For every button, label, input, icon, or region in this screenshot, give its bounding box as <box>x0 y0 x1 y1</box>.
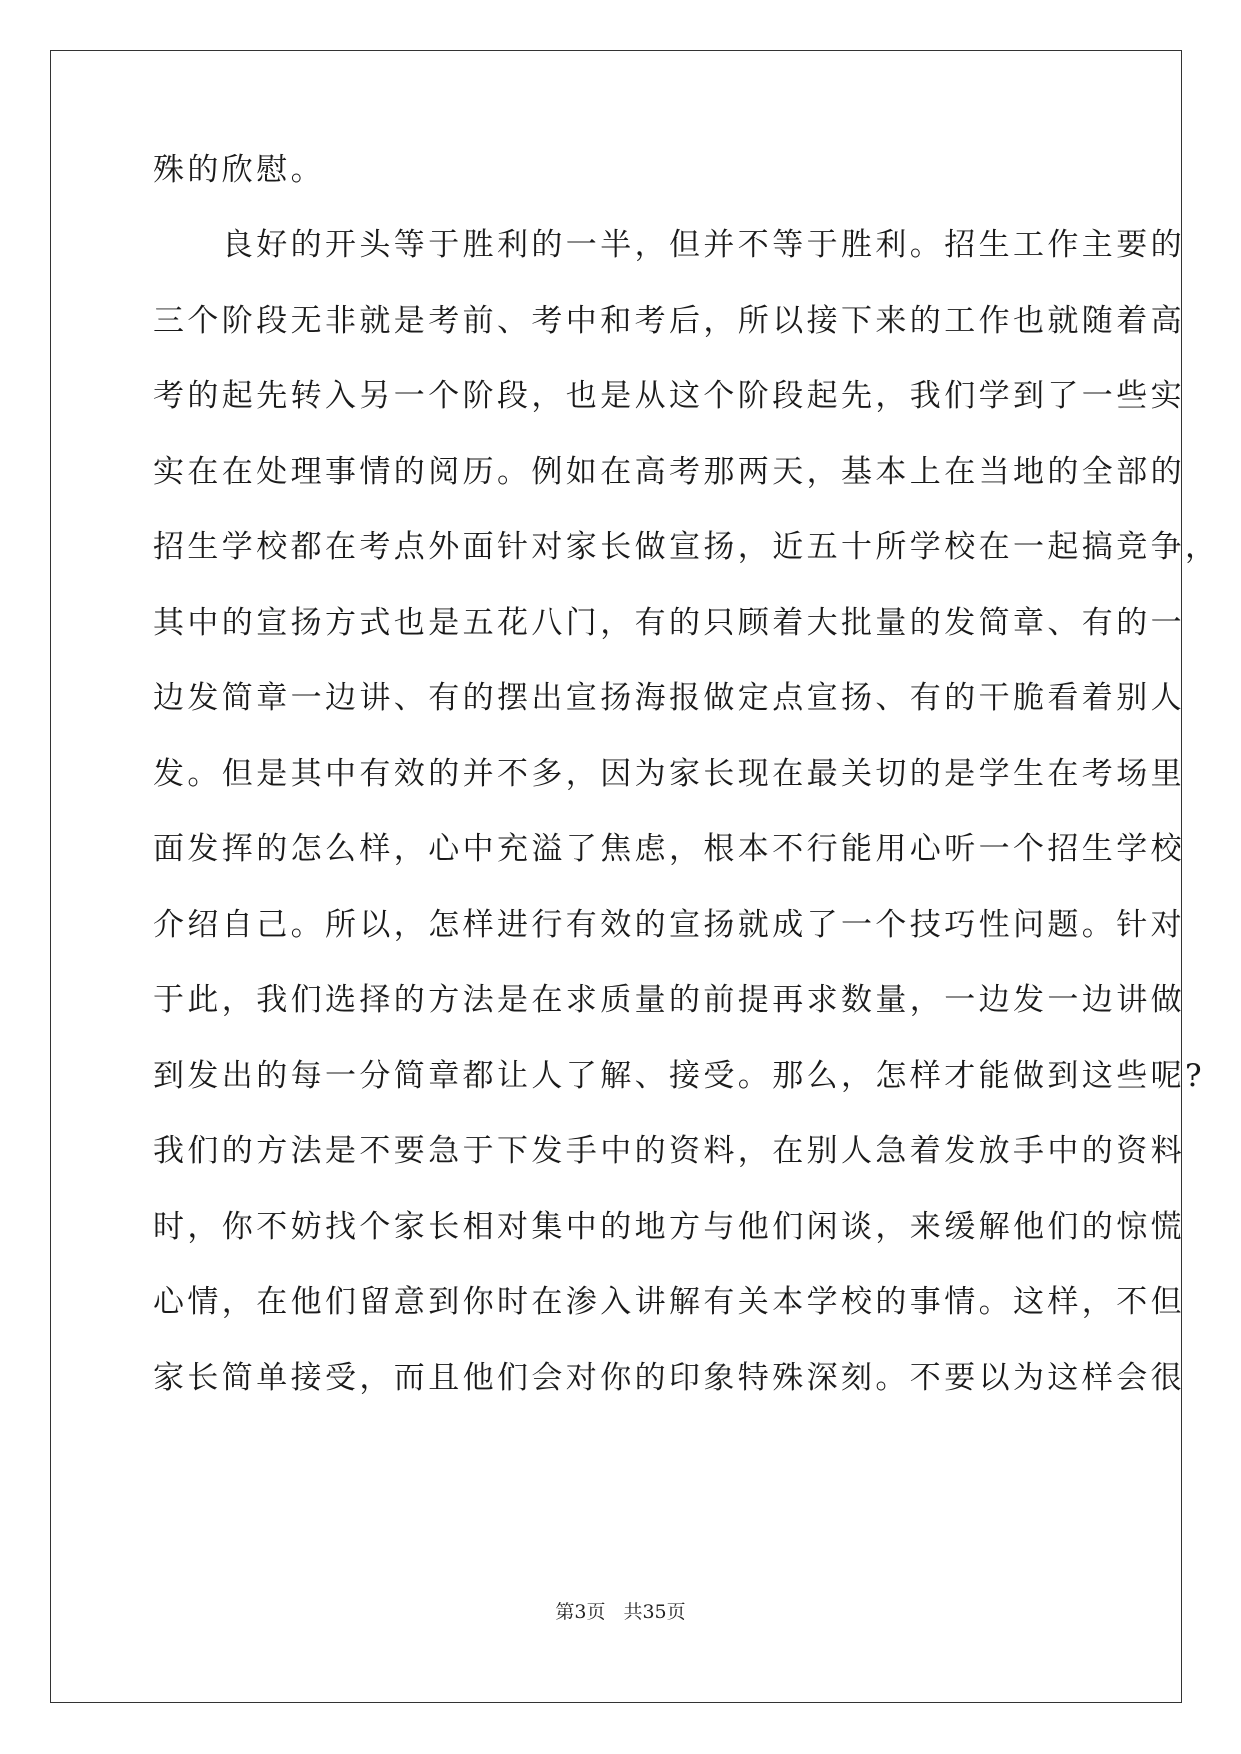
current-page: 第3页 <box>555 1601 606 1623</box>
text-line: 介绍自己。所以，怎样进行有效的宣扬就成了一个技巧性问题。针对 <box>153 907 1185 943</box>
text-line: 于此，我们选择的方法是在求质量的前提再求数量，一边发一边讲做 <box>153 982 1185 1018</box>
text-line: 其中的宣扬方式也是五花八门，有的只顾着大批量的发简章、有的一 <box>153 605 1185 641</box>
text-line: 心情，在他们留意到你时在渗入讲解有关本学校的事情。这样，不但 <box>153 1284 1185 1320</box>
text-line: 时，你不妨找个家长相对集中的地方与他们闲谈，来缓解他们的惊慌 <box>153 1209 1185 1245</box>
text-line: 招生学校都在考点外面针对家长做宣扬，近五十所学校在一起搞竞争， <box>153 529 1220 565</box>
text-line: 发。但是其中有效的并不多，因为家长现在最关切的是学生在考场里 <box>153 756 1185 792</box>
page-border <box>50 50 1182 1703</box>
total-pages: 共35页 <box>623 1601 686 1623</box>
text-line: 家长简单接受，而且他们会对你的印象特殊深刻。不要以为这样会很 <box>153 1360 1185 1396</box>
text-line: 良好的开头等于胜利的一半，但并不等于胜利。招生工作主要的 <box>153 227 1185 263</box>
text-line: 实在在处理事情的阅历。例如在高考那两天，基本上在当地的全部的 <box>153 454 1185 490</box>
text-line: 殊的欣慰。 <box>153 152 325 188</box>
page-number <box>0 1600 1241 1624</box>
text-line: 三个阶段无非就是考前、考中和考后，所以接下来的工作也就随着高 <box>153 303 1185 339</box>
text-line: 考的起先转入另一个阶段，也是从这个阶段起先，我们学到了一些实 <box>153 378 1185 414</box>
text-line: 我们的方法是不要急于下发手中的资料，在别人急着发放手中的资料 <box>153 1133 1185 1169</box>
text-line: 边发简章一边讲、有的摆出宣扬海报做定点宣扬、有的干脆看着别人 <box>153 680 1185 716</box>
text-line: 到发出的每一分简章都让人了解、接受。那么，怎样才能做到这些呢? <box>153 1058 1206 1094</box>
text-line: 面发挥的怎么样，心中充溢了焦虑，根本不行能用心听一个招生学校 <box>153 831 1185 867</box>
